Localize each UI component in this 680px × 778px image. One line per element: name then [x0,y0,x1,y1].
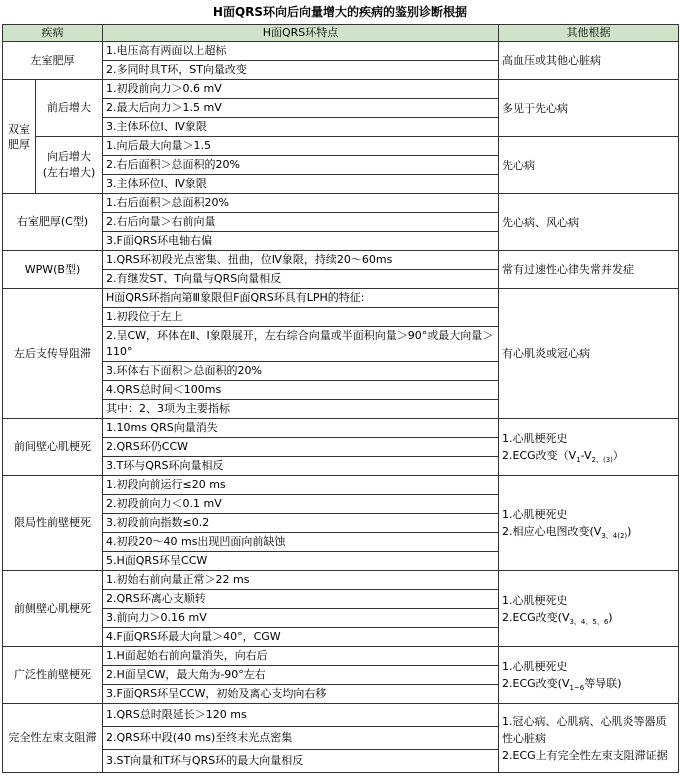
feature-item: 2.QRS环离心支顺转 [103,590,499,609]
other-basis: 高血压或其他心脏病 [499,42,679,80]
disease-almi: 前侧壁心肌梗死 [3,571,103,647]
table-row [3,476,679,495]
other-basis: 先心病 [499,137,679,194]
other-basis [499,571,679,647]
disease-bvh-a: 前后增大 [36,80,103,137]
header-features: H面QRS环特点 [103,25,499,42]
disease-asmi: 前间壁心肌梗死 [3,419,103,476]
other-line: 1.冠心病、心肌病、心肌炎等器质性心脏病 [502,714,667,745]
other-basis [499,419,679,476]
feature-item: 2.有继发ST、T向量与QRS向量相反 [103,270,499,289]
feature-item: 4.初段20～40 ms出现凹面向前缺蚀 [103,533,499,552]
other-line: 1.心肌梗死史 [502,432,568,445]
table-row [3,137,679,156]
other-line: 1.心肌梗死史 [502,508,568,521]
feature-item: 1.向后最大向量＞1.5 [103,137,499,156]
diagnosis-table [2,24,679,773]
feature-item: 2.右后面积＞总面积的20% [103,156,499,175]
disease-lvh: 左室肥厚 [3,42,103,80]
feature-item: 3.F面QRS环电轴右偏 [103,232,499,251]
other-line: 2.ECG改变($V_{1\sim 6}$等导联) [502,677,622,693]
feature-item: 1.QRS环初段光点密集、扭曲，位Ⅳ象限，持续20～60ms [103,251,499,270]
feature-item: 2.右后向量＞右前向量 [103,213,499,232]
feature-item: 2.最大后向力＞1.5 mV [103,99,499,118]
feature-item: 3.前向力＞0.16 mV [103,609,499,628]
feature-item: 2.H面呈CW，最大角为-90°左右 [103,666,499,685]
other-basis [499,476,679,571]
disease-lpb: 左后支传导阻滞 [3,289,103,419]
table-row [3,80,679,99]
table-row [3,194,679,213]
other-line: 2.ECG改变$(V_{3、4、5、6})$ [502,610,613,626]
other-line: 2.ECG上有完全性左束支阻滞证据 [502,748,668,762]
table-title: H面QRS环向后向量增大的疾病的鉴别诊断根据 [212,5,468,19]
feature-item: 2.多同时具T环，ST向量改变 [103,61,499,80]
other-basis [499,704,679,773]
disease-eami: 广泛性前壁梗死 [3,647,103,704]
feature-item: 3.初段前向指数≤0.2 [103,514,499,533]
feature-item: 2.QRS环中段(40 ms)至终末光点密集 [103,727,499,750]
table-row [3,704,679,727]
feature-item: 1.右后面积＞总面积20% [103,194,499,213]
feature-item: 4.F面QRS环最大向量＞40°，CGW [103,628,499,647]
feature-item: 1.初段位于左上 [103,308,499,327]
header-disease: 疾病 [3,25,103,42]
feature-item: 1.初始右前向量正常＞22 ms [103,571,499,590]
feature-item: 2.呈CW，环体在Ⅱ、Ⅰ象限展开，左右综合向量或半面积向量＞90°或最大向量＞110° [103,327,499,362]
disease-lami: 限局性前壁梗死 [3,476,103,571]
other-basis: 多见于先心病 [499,80,679,137]
other-basis [499,647,679,704]
feature-item: 2.QRS环仍CCW [103,438,499,457]
feature-item: 3.环体右下面积＞总面积的20% [103,362,499,381]
disease-rvh: 右室肥厚(C型) [3,194,103,251]
feature-item: 3.主体环位Ⅰ、Ⅳ象限 [103,118,499,137]
disease-lbbb: 完全性左束支阻滞 [3,704,103,773]
header-other: 其他根据 [499,25,679,42]
feature-item: 3.T环与QRS环向量相反 [103,457,499,476]
other-line: 1.心肌梗死史 [502,593,568,607]
feature-item: 5.H面QRS环呈CCW [103,552,499,571]
header-row [3,25,679,42]
feature-note: 其中：2、3项为主要指标 [103,400,499,419]
other-basis: 常有过速性心律失常并发症 [499,251,679,289]
feature-item: 1.初段向前运行≤20 ms [103,476,499,495]
other-line: 2.相应心电图改变$(V_{3、4(2)})$ [502,525,632,541]
disease-bvh: 双室肥厚 [3,80,36,194]
table-row [3,42,679,61]
feature-item: 1.电压高有两面以上超标 [103,42,499,61]
other-basis: 先心病、风心病 [499,194,679,251]
table-row [3,647,679,666]
feature-item: 4.QRS总时间＜100ms [103,381,499,400]
feature-item: 3.F面QRS环呈CCW，初始及离心支均向右移 [103,685,499,704]
feature-item: 3.主体环位Ⅰ、Ⅳ象限 [103,175,499,194]
feature-item: 2.初段前向力＜0.1 mV [103,495,499,514]
feature-item: 1.初段前向力＞0.6 mV [103,80,499,99]
feature-item: 1.H面起始右前向量消失，向右后 [103,647,499,666]
feature-item: 1.10ms QRS向量消失 [103,419,499,438]
other-line: 1.心肌梗死史 [502,660,568,673]
feature-item: 3.ST向量和T环与QRS环的最大向量相反 [103,750,499,773]
table-row [3,289,679,308]
other-basis: 有心肌炎或冠心病 [499,289,679,419]
table-row [3,419,679,438]
disease-bvh-b: 向后增大(左右增大) [36,137,103,194]
table-row [3,251,679,270]
disease-wpw: WPW(B型) [3,251,103,289]
feature-intro: H面QRS环指向第Ⅲ象限但F面QRS环具有LPH的特征: [103,289,499,308]
feature-item: 1.QRS总时限延长＞120 ms [103,704,499,727]
table-row [3,571,679,590]
other-line: 2.ECG改变$(V_1-V_{2、(3)})$ [502,449,624,465]
